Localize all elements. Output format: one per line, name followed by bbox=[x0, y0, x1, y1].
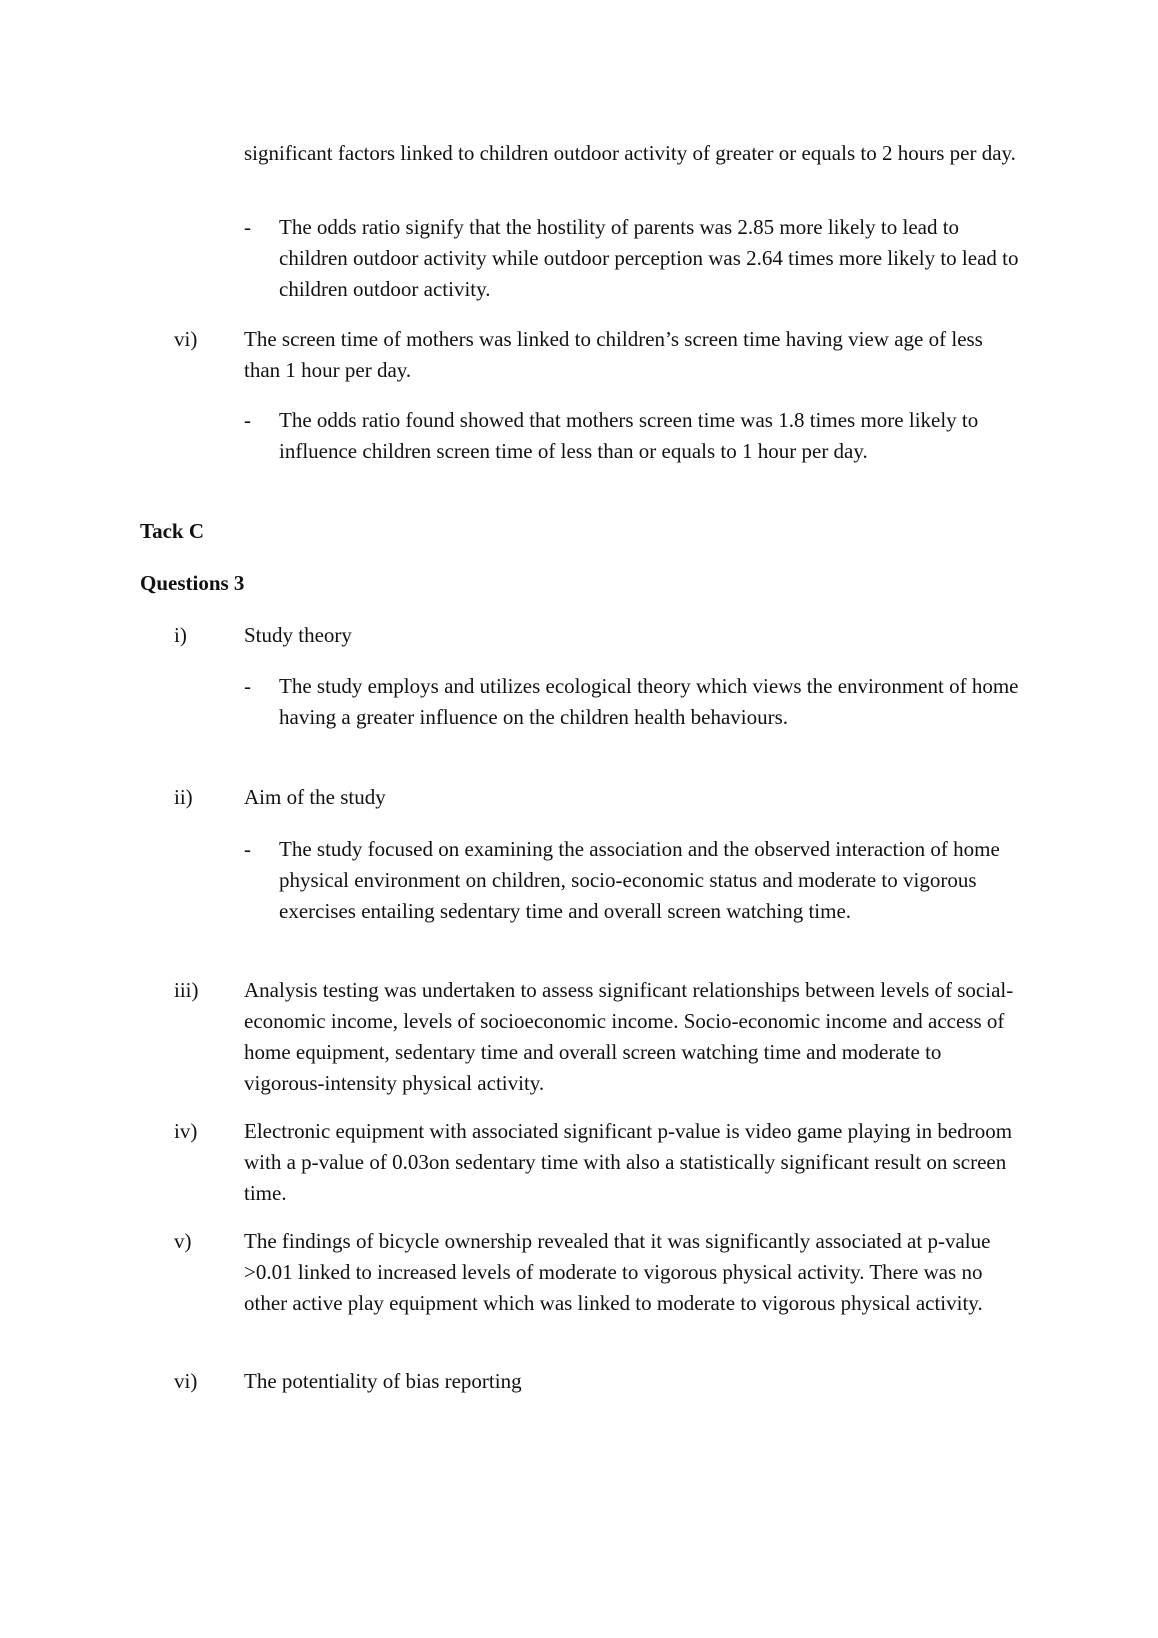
bullet-text: The odds ratio found showed that mothers screen time was 1.8 times more likely to influence children screen time of less than or equals to 1 hour per day. bbox=[279, 408, 979, 463]
list-text: The screen time of mothers was linked to children’s screen time having view age of less than 1 hour per day. bbox=[244, 327, 983, 382]
list-number: iii) bbox=[174, 978, 199, 1002]
heading-tack-c: Tack C bbox=[140, 519, 204, 543]
list-number: iv) bbox=[174, 1119, 198, 1143]
bullet-odds-ratio-mothers bbox=[244, 405, 1024, 467]
list-item-ii-aim bbox=[174, 782, 1024, 813]
list-text: The findings of bicycle ownership revealed that it was significantly associated at p-value >0.01 linked to increased levels of moderate to vigorous physical activity. There was no other active play equipment which was linked to moderate to vigorous physical activity. bbox=[244, 1229, 991, 1315]
bullet-marker: - bbox=[244, 674, 251, 698]
list-item-i-study-theory bbox=[174, 620, 1024, 651]
bullet-ecological-theory bbox=[244, 671, 1024, 733]
list-item-vi-screen-time bbox=[174, 324, 1024, 386]
list-text: Electronic equipment with associated significant p-value is video game playing in bedroom with a p-value of 0.03on sedentary time with also a statistically significant result on screen time. bbox=[244, 1119, 1013, 1205]
list-text: Analysis testing was undertaken to assess significant relationships between levels of social-economic income, levels of socioeconomic income. Socio-economic income and access of home equipment, sedentary time and overall screen watching time and moderate to vigorous-intensity physical activity. bbox=[244, 978, 1014, 1095]
list-item-iv-electronic bbox=[174, 1116, 1024, 1209]
list-item-vi-bias bbox=[174, 1366, 1024, 1397]
list-item-v-bicycle bbox=[174, 1226, 1024, 1319]
list-text: The potentiality of bias reporting bbox=[244, 1369, 522, 1393]
list-text: Aim of the study bbox=[244, 785, 386, 809]
list-number: vi) bbox=[174, 327, 198, 351]
bullet-marker: - bbox=[244, 837, 251, 861]
bullet-study-focus bbox=[244, 834, 1024, 927]
list-text: Study theory bbox=[244, 623, 352, 647]
bullet-odds-ratio-hostility bbox=[244, 212, 1024, 305]
bullet-text: The study employs and utilizes ecological theory which views the environment of home having a greater influence on the children health behaviours. bbox=[279, 674, 1019, 729]
list-number: i) bbox=[174, 623, 187, 647]
list-number: ii) bbox=[174, 785, 193, 809]
bullet-marker: - bbox=[244, 215, 251, 239]
list-number: vi) bbox=[174, 1369, 198, 1393]
list-item-iii-analysis bbox=[174, 975, 1024, 1099]
bullet-text: The odds ratio signify that the hostility of parents was 2.85 more likely to lead to children outdoor activity while outdoor perception was 2.64 times more likely to lead to children outdoor activity. bbox=[279, 215, 1019, 301]
continuation-paragraph: significant factors linked to children outdoor activity of greater or equals to 2 hours per day. bbox=[244, 141, 1016, 165]
bullet-marker: - bbox=[244, 408, 251, 432]
heading-questions-3: Questions 3 bbox=[140, 571, 245, 595]
list-number: v) bbox=[174, 1229, 192, 1253]
bullet-text: The study focused on examining the association and the observed interaction of home physical environment on children, socio-economic status and moderate to vigorous exercises entailing sedentary time and overall screen watching time. bbox=[279, 837, 1000, 923]
